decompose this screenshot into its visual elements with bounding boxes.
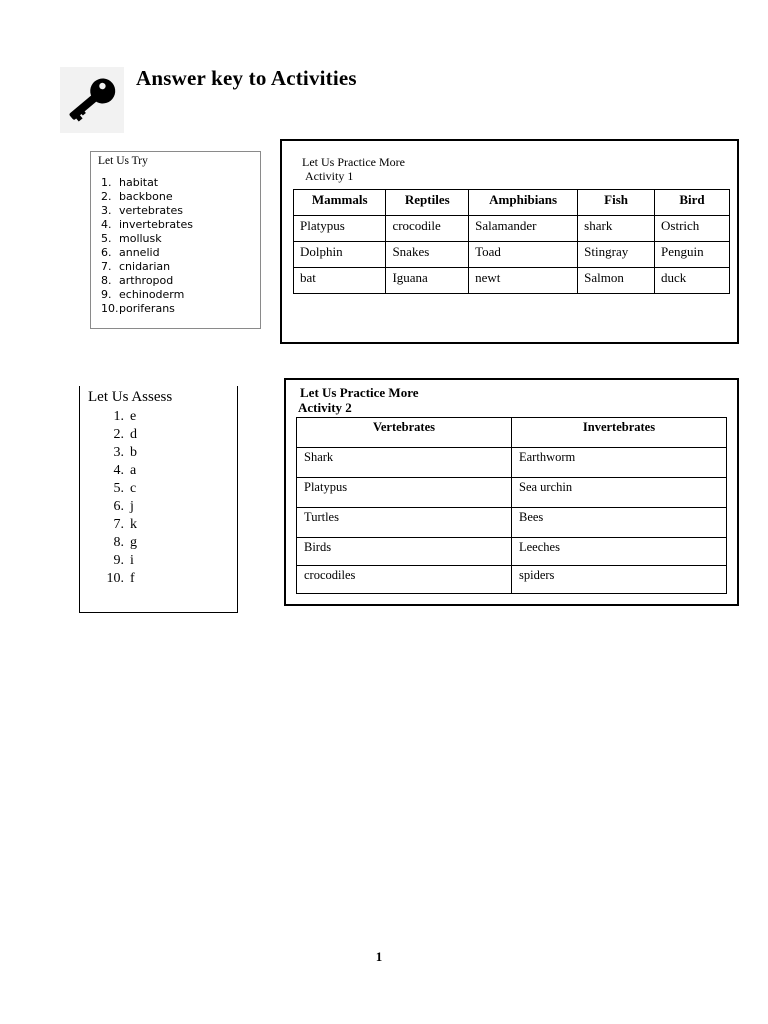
column-header: Vertebrates xyxy=(297,418,512,448)
list-item: 5. c xyxy=(113,481,137,496)
table-row xyxy=(294,216,730,242)
list-item: 5. mollusk xyxy=(101,232,162,245)
column-header: Fish xyxy=(578,190,655,216)
list-item: 2. backbone xyxy=(101,190,173,203)
table-cell: Bees xyxy=(512,508,727,538)
page-number: 1 xyxy=(375,949,383,964)
table-cell: crocodile xyxy=(386,216,469,242)
list-item: 4. a xyxy=(113,463,137,478)
activity-2-title: Let Us Practice More xyxy=(300,385,419,400)
column-header: Mammals xyxy=(294,190,386,216)
table-cell: Ostrich xyxy=(655,216,730,242)
table-row xyxy=(297,448,727,478)
table-cell: Salamander xyxy=(469,216,578,242)
table-cell: Birds xyxy=(297,538,512,566)
activity-2-table xyxy=(296,417,727,594)
activity-1-subtitle: Activity 1 xyxy=(305,169,354,183)
table-cell: Snakes xyxy=(386,242,469,268)
table-row xyxy=(294,268,730,294)
list-item: 7. cnidarian xyxy=(101,260,171,273)
list-item: 6. j xyxy=(113,499,134,514)
let-us-assess-heading: Let Us Assess xyxy=(88,389,173,405)
list-item: 7. k xyxy=(113,517,137,532)
list-item: 2. d xyxy=(113,427,137,442)
key-icon xyxy=(60,67,124,133)
let-us-assess-list xyxy=(96,408,137,588)
let-us-try-list xyxy=(101,176,193,316)
list-item: 8. arthropod xyxy=(101,274,174,287)
activity-1-box xyxy=(280,139,739,344)
table-cell: shark xyxy=(578,216,655,242)
list-item: 10. f xyxy=(106,571,135,586)
list-item: 10.poriferans xyxy=(101,302,175,315)
table-cell: duck xyxy=(655,268,730,294)
activity-2-box xyxy=(284,378,739,606)
table-row xyxy=(297,538,727,566)
table-cell: Sea urchin xyxy=(512,478,727,508)
table-cell: Platypus xyxy=(294,216,386,242)
table-cell: Penguin xyxy=(655,242,730,268)
table-cell: Iguana xyxy=(386,268,469,294)
column-header: Amphibians xyxy=(469,190,578,216)
table-cell: Toad xyxy=(469,242,578,268)
table-cell: Shark xyxy=(297,448,512,478)
activity-1-heading xyxy=(302,155,405,183)
activity-2-subtitle: Activity 2 xyxy=(298,400,352,415)
activity-1-title: Let Us Practice More xyxy=(302,155,405,169)
list-item: 4. invertebrates xyxy=(101,218,193,231)
table-row xyxy=(297,478,727,508)
table-cell: Salmon xyxy=(578,268,655,294)
list-item: 9. echinoderm xyxy=(101,288,185,301)
column-header: Bird xyxy=(655,190,730,216)
table-row xyxy=(297,508,727,538)
table-cell: Earthworm xyxy=(512,448,727,478)
table-cell: bat xyxy=(294,268,386,294)
activity-2-heading xyxy=(298,385,419,415)
table-row xyxy=(297,566,727,594)
table-row xyxy=(294,242,730,268)
table-cell: Stingray xyxy=(578,242,655,268)
list-item: 8. g xyxy=(113,535,137,550)
table-cell: Dolphin xyxy=(294,242,386,268)
page-title: Answer key to Activities xyxy=(136,66,357,90)
table-cell: newt xyxy=(469,268,578,294)
table-header-row xyxy=(297,418,727,448)
list-item: 9. i xyxy=(113,553,134,568)
list-item: 3. vertebrates xyxy=(101,204,183,217)
activity-1-table xyxy=(293,189,730,294)
list-item: 1. e xyxy=(113,409,137,424)
table-cell: Turtles xyxy=(297,508,512,538)
let-us-assess-box xyxy=(79,386,238,613)
table-cell: spiders xyxy=(512,566,727,594)
list-item: 3. b xyxy=(113,445,137,460)
column-header: Reptiles xyxy=(386,190,469,216)
let-us-try-box xyxy=(90,151,261,329)
table-cell: crocodiles xyxy=(297,566,512,594)
list-item: 6. annelid xyxy=(101,246,160,259)
column-header: Invertebrates xyxy=(512,418,727,448)
table-cell: Platypus xyxy=(297,478,512,508)
list-item: 1. habitat xyxy=(101,176,159,189)
table-header-row xyxy=(294,190,730,216)
let-us-try-heading: Let Us Try xyxy=(98,155,148,167)
table-cell: Leeches xyxy=(512,538,727,566)
